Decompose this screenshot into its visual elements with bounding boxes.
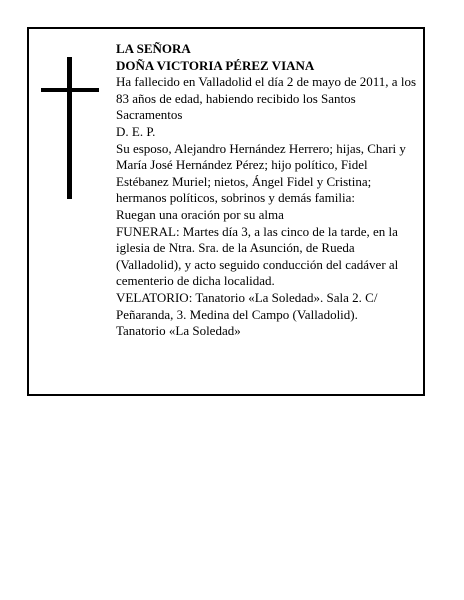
dep-text: D. E. P. <box>116 123 156 139</box>
prayer-request: Ruegan una oración por su alma <box>116 206 284 222</box>
cross-icon <box>41 57 99 199</box>
funeral-home: Tanatorio «La Soledad» <box>116 323 241 339</box>
cross-vertical-bar <box>67 57 72 199</box>
obituary-notice <box>27 27 425 396</box>
death-info: Ha fallecido en Valladolid el día 2 de mayo de 2011, a los 83 años de edad, habiendo recibido los Santos Sacramentos <box>116 74 416 123</box>
funeral-details: FUNERAL: Martes día 3, a las cinco de la tarde, en la iglesia de Ntra. Sra. de la Asunción, de Rueda (Valladolid), y acto seguido conducción del cadáver al cementerio de dicha localidad. <box>116 223 399 289</box>
cross-horizontal-bar <box>41 88 99 92</box>
notice-text <box>116 41 422 340</box>
deceased-name: DOÑA VICTORIA PÉREZ VIANA <box>116 57 315 73</box>
notice-title: LA SEÑORA <box>116 41 191 56</box>
wake-details: VELATORIO: Tanatorio «La Soledad». Sala 2. C/ Peñaranda, 3. Medina del Campo (Valladolid). <box>116 289 378 322</box>
family-list: Su esposo, Alejandro Hernández Herrero; hijas, Chari y María José Hernández Pérez; hijo político, Fidel Estébanez Muriel; nietos, Ángel Fidel y Cristina; hermanos políticos, sobrinos y demás familia: <box>116 140 406 206</box>
